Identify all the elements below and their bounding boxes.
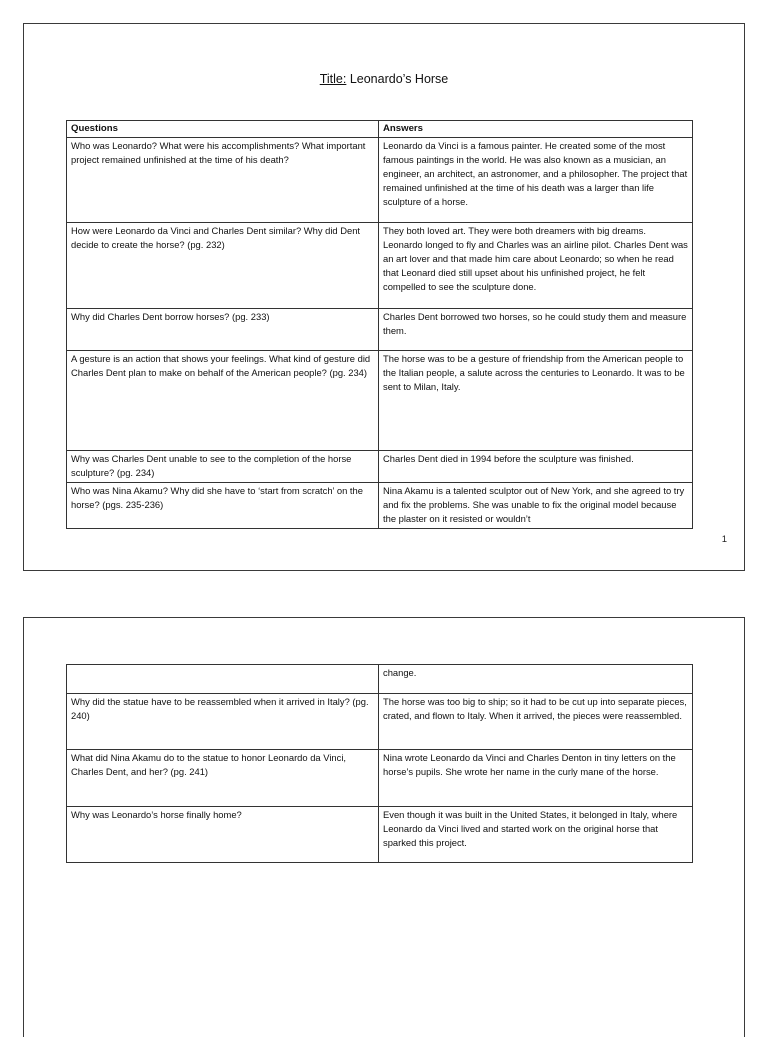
table-row (67, 807, 693, 863)
title-label: Title: (319, 72, 347, 86)
answer-cell: change. (379, 665, 693, 694)
answer-cell: Nina wrote Leonardo da Vinci and Charles Denton in tiny letters on the horse’s pupils. She wrote her name in the curly mane of the horse. (379, 750, 693, 807)
answer-cell: Charles Dent borrowed two horses, so he could study them and measure them. (379, 309, 693, 351)
question-cell: Why did the statue have to be reassembled when it arrived in Italy? (pg. 240) (67, 694, 379, 750)
answer-cell: They both loved art. They were both dreamers with big dreams. Leonardo longed to fly and Charles was an airline pilot. Charles Dent was an art lover and that made him care about Leonardo; so when he read that Leonard died still upset about his unfinished project, he felt compelled to see the sculpture done. (379, 223, 693, 309)
question-cell: A gesture is an action that shows your feelings. What kind of gesture did Charles Dent plan to make on behalf of the American people? (pg. 234) (67, 351, 379, 451)
question-cell: What did Nina Akamu do to the statue to honor Leonardo da Vinci, Charles Dent, and her? (pg. 241) (67, 750, 379, 807)
question-cell: How were Leonardo da Vinci and Charles Dent similar? Why did Dent decide to create the horse? (pg. 232) (67, 223, 379, 309)
question-cell: Who was Nina Akamu? Why did she have to ‘start from scratch’ on the horse? (pgs. 235-236) (67, 483, 379, 529)
answer-cell: The horse was to be a gesture of friendship from the American people to the Italian people, a salute across the centuries to Leonardo. It was to be sent to Milan, Italy. (379, 351, 693, 451)
table-row (67, 351, 693, 451)
table-row (67, 309, 693, 351)
table-row (67, 483, 693, 529)
table-header-row (67, 121, 693, 138)
table-row (67, 665, 693, 694)
answers-header: Answers (379, 121, 693, 138)
qa-table-page-1 (66, 120, 693, 529)
answer-cell: Leonardo da Vinci is a famous painter. He created some of the most famous paintings in the world. He was also known as a musician, an engineer, an architect, an astronomer, and a philosopher. The project that remained unfinished at the time of his death was a larger than life sculpture of a horse. (379, 138, 693, 223)
answer-cell: Nina Akamu is a talented sculptor out of New York, and she agreed to try and fix the problems. She was unable to fix the original model because the plaster on it resisted or wouldn’t (379, 483, 693, 529)
title-text: Leonardo’s Horse (346, 72, 449, 86)
answer-cell: The horse was too big to ship; so it had to be cut up into separate pieces, crated, and flown to Italy. When it arrived, the pieces were reassembled. (379, 694, 693, 750)
document-page-2 (23, 617, 745, 1037)
table-row (67, 694, 693, 750)
table-row (67, 138, 693, 223)
question-cell: Why did Charles Dent borrow horses? (pg. 233) (67, 309, 379, 351)
document-title (24, 72, 744, 86)
table-row (67, 451, 693, 483)
page-number: 1 (721, 534, 727, 545)
question-cell: Why was Leonardo’s horse finally home? (67, 807, 379, 863)
table-row (67, 223, 693, 309)
question-cell: Who was Leonardo? What were his accomplishments? What important project remained unfinished at the time of his death? (67, 138, 379, 223)
answer-cell: Charles Dent died in 1994 before the sculpture was finished. (379, 451, 693, 483)
question-cell: Why was Charles Dent unable to see to the completion of the horse sculpture? (pg. 234) (67, 451, 379, 483)
answer-cell: Even though it was built in the United States, it belonged in Italy, where Leonardo da Vinci lived and started work on the original horse that sparked this project. (379, 807, 693, 863)
qa-table-page-2 (66, 664, 693, 863)
questions-header: Questions (67, 121, 379, 138)
question-cell (67, 665, 379, 694)
table-row (67, 750, 693, 807)
document-page-1 (23, 23, 745, 571)
